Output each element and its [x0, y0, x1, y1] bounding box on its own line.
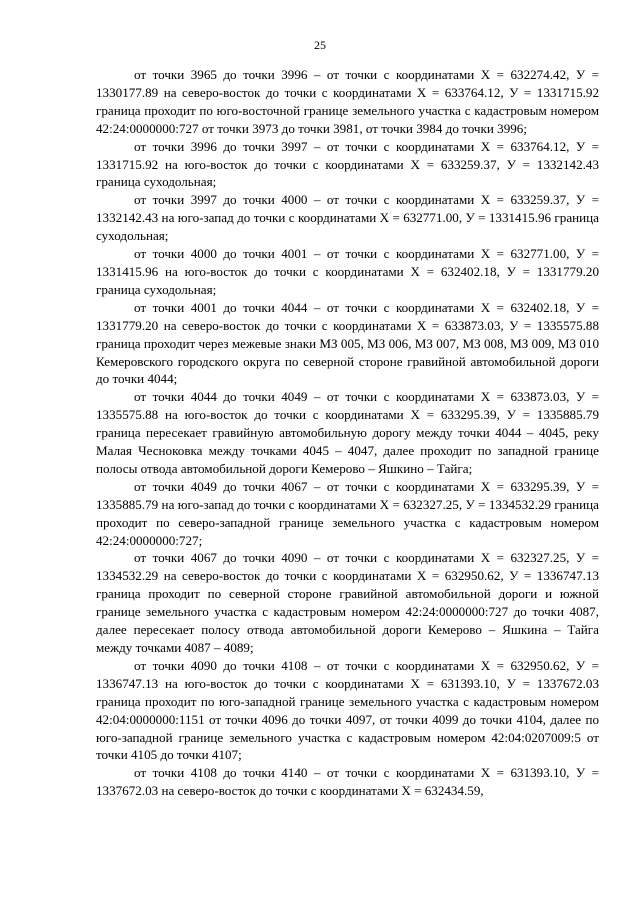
page-number: 25: [314, 38, 326, 52]
paragraph: от точки 4067 до точки 4090 – от точки с координатами Х = 632327.25, У = 1334532.29 на северо-восток до точки с координатами Х = 632950.62, У = 1336747.13 граница проходит по северной стороне гравийной автомобильной дороги и южной границе земельного участка с кадастровым номером 42:24:0000000:727 до точки 4087, далее пересекает полосу отвода автомобильной дороги Кемерово – Яшкина – Тайга между точками 4087 – 4089;: [96, 550, 599, 655]
paragraph: от точки 4000 до точки 4001 – от точки с координатами Х = 632771.00, У = 1331415.96 на юго-восток до точки с координатами Х = 632402.18, У = 1331779.20 граница суходольная;: [96, 246, 599, 297]
paragraph: от точки 4049 до точки 4067 – от точки с координатами Х = 633295.39, У = 1335885.79 на юго-запад до точки с координатами Х = 632327.25, У = 1334532.29 граница проходит по северо-западной границе земельного участка с кадастровым номером 42:24:0000000:727;: [96, 478, 599, 548]
document-body: [96, 66, 599, 800]
paragraph: от точки 4090 до точки 4108 – от точки с координатами Х = 632950.62, У = 1336747.13 на юго-восток до точки с координатами Х = 631393.10, У = 1337672.03 граница проходит по юго-западной границе земельного участка с кадастровым номером 42:04:0000000:1151 от точки 4096 до точки 4097, от точки 4099 до точки 4104, далее по юго-западной границе земельного участка с кадастровым номером 42:04:0207009:5 от точки 4105 до точки 4107;: [96, 657, 599, 763]
paragraph: от точки 3965 до точки 3996 – от точки с координатами Х = 632274.42, У = 1330177.89 на северо-восток до точки с координатами Х = 633764.12, У = 1331715.92 граница проходит по юго-восточной границе земельного участка с кадастровым номером 42:24:0000000:727 от точки 3973 до точки 3981, от точки 3984 до точки 3996;: [96, 67, 599, 136]
paragraph: от точки 4108 до точки 4140 – от точки с координатами Х = 631393.10, У = 1337672.03 на северо-восток до точки с координатами Х = 632434.59,: [96, 765, 599, 799]
paragraph: от точки 4044 до точки 4049 – от точки с координатами Х = 633873.03, У = 1335575.88 на юго-восток до точки с координатами Х = 633295.39, У = 1335885.79 граница пересекает гравийную автомобильную дорогу между точки 4044 – 4045, реку Малая Чесноковка между точками 4045 – 4047, далее проходит по западной границе полосы отвода автомобильной дороги Кемерово – Яшкино – Тайга;: [96, 389, 599, 476]
paragraph: от точки 3997 до точки 4000 – от точки с координатами Х = 633259.37, У = 1332142.43 на юго-запад до точки с координатами Х = 632771.00, У = 1331415.96 граница суходольная;: [96, 192, 599, 244]
paragraph: от точки 3996 до точки 3997 – от точки с координатами Х = 633764.12, У = 1331715.92 на юго-восток до точки с координатами Х = 633259.37, У = 1332142.43 граница суходольная;: [96, 138, 599, 190]
paragraph: от точки 4001 до точки 4044 – от точки с координатами Х = 632402.18, У = 1331779.20 на северо-восток до точки с координатами Х = 633873.03, У = 1335575.88 граница проходит через межевые знаки МЗ 005, МЗ 006, МЗ 007, МЗ 008, МЗ 009, МЗ 010 Кемеровского городского округа по северной стороне гравийной автомобильной дороги до точки 4044;: [96, 299, 599, 387]
